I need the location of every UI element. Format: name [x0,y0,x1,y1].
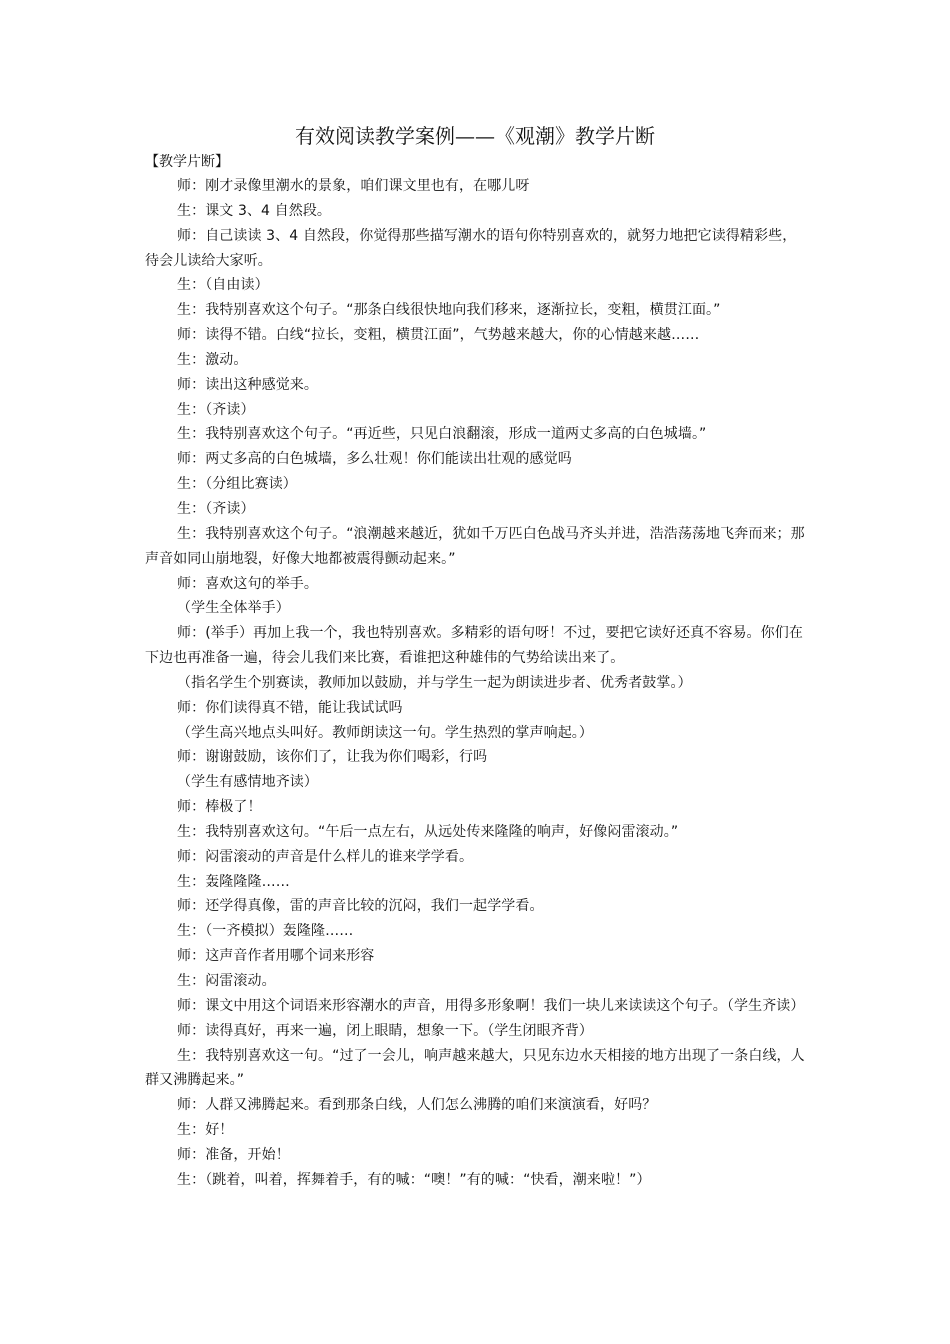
document-title: 有效阅读教学案例——《观潮》教学片断 [295,124,655,148]
paragraph: 生：（自由读） [177,277,269,294]
paragraph: 生：（一齐模拟）轰隆隆…… [177,923,354,940]
paragraph: 生：我特别喜欢这句。“午后一点左右，从远处传来隆隆的响声，好像闷雷滚动。” [177,823,679,840]
paragraph: 师：读出这种感觉来。 [177,376,318,393]
paragraph: 生：我特别喜欢这个句子。“浪潮越来越近，犹如千万匹白色战马齐头并进，浩浩荡荡地飞奔而来；那声音如同山崩地裂，好像大地都被震得颤动起来。” [145,525,805,567]
paragraph: 生：（跳着，叫着，挥舞着手，有的喊：“噢！”有的喊：“快看，潮来啦！”） [177,1171,651,1188]
paragraph: 生：我特别喜欢这一句。“过了一会儿，响声越来越大，只见东边水天相接的地方出现了一条白线，人群又沸腾起来。” [145,1047,805,1089]
paragraph: 师：棒极了！ [177,799,262,816]
paragraph: 师：闷雷滚动的声音是什么样儿的谁来学学看。 [177,848,474,865]
paragraph: 师：人群又沸腾起来。看到那条白线，人们怎么沸腾的咱们来演演看，好吗？ [177,1097,657,1114]
paragraph: 生：闷雷滚动。 [177,973,276,989]
paragraph: 生：（分组比赛读） [177,476,297,493]
paragraph: 生：我特别喜欢这个句子。“再近些，只见白浪翻滚，形成一道两丈多高的白色城墙。” [177,426,707,443]
paragraph: 师：喜欢这句的举手。 [177,575,318,592]
paragraph: 生：（齐读） [177,401,255,418]
paragraph: 师：课文中用这个词语来形容潮水的声音，用得多形象啊！我们一块儿来读读这个句子。（学生齐读） [177,997,805,1014]
paragraph: 师：准备，开始！ [177,1146,290,1163]
paragraph: 师：还学得真像，雷的声音比较的沉闷，我们一起学学看。 [177,898,544,915]
paragraph: 师：读得真好，再来一遍，闭上眼睛，想象一下。（学生闭眼齐背） [177,1022,593,1039]
paragraph: 生：课文 3、4 自然段。 [177,202,332,219]
paragraph: 生：我特别喜欢这个句子。“那条白线很快地向我们移来，逐渐拉长，变粗，横贯江面。” [177,302,721,319]
paragraph: （学生全体举手） [177,600,290,617]
paragraph: 师：两丈多高的白色城墙，多么壮观！你们能读出壮观的感觉吗 [177,451,572,468]
paragraph: 生：好！ [177,1122,234,1139]
section-label: 【教学片断】 [145,154,229,170]
paragraph: 师：自己读读 3、4 自然段，你觉得那些描写潮水的语句你特别喜欢的，就努力地把它读得精彩些，待会儿读给大家听。 [145,227,797,269]
paragraph: 生：（齐读） [177,500,255,517]
paragraph: 师：(举手）再加上我一个，我也特别喜欢。多精彩的语句呀！不过，要把它读好还真不容易。你们在下边也再准备一遍，待会儿我们来比赛，看谁把这种雄伟的气势给读出来了。 [145,625,803,667]
paragraph: 生：激动。 [177,351,248,368]
paragraph: （指名学生个别赛读，教师加以鼓励，并与学生一起为朗读进步者、优秀者鼓掌。） [177,674,692,691]
paragraph: 生：轰隆隆隆…… [177,873,290,890]
paragraph: 师：这声音作者用哪个词来形容 [177,948,375,965]
paragraph: 师：读得不错。白线“拉长，变粗，横贯江面”，气势越来越大，你的心情越来越…… [177,327,700,344]
paragraph: （学生有感情地齐读） [177,774,318,791]
paragraph: 师：你们读得真不错，能让我试试吗 [177,699,403,716]
paragraph: 师：刚才录像里潮水的景象，咱们课文里也有，在哪儿呀 [177,178,530,194]
paragraph: （学生高兴地点头叫好。教师朗读这一句。学生热烈的掌声响起。） [177,724,593,741]
document-body [145,174,810,1193]
paragraph: 师：谢谢鼓励，该你们了，让我为你们喝彩，行吗 [177,749,488,766]
